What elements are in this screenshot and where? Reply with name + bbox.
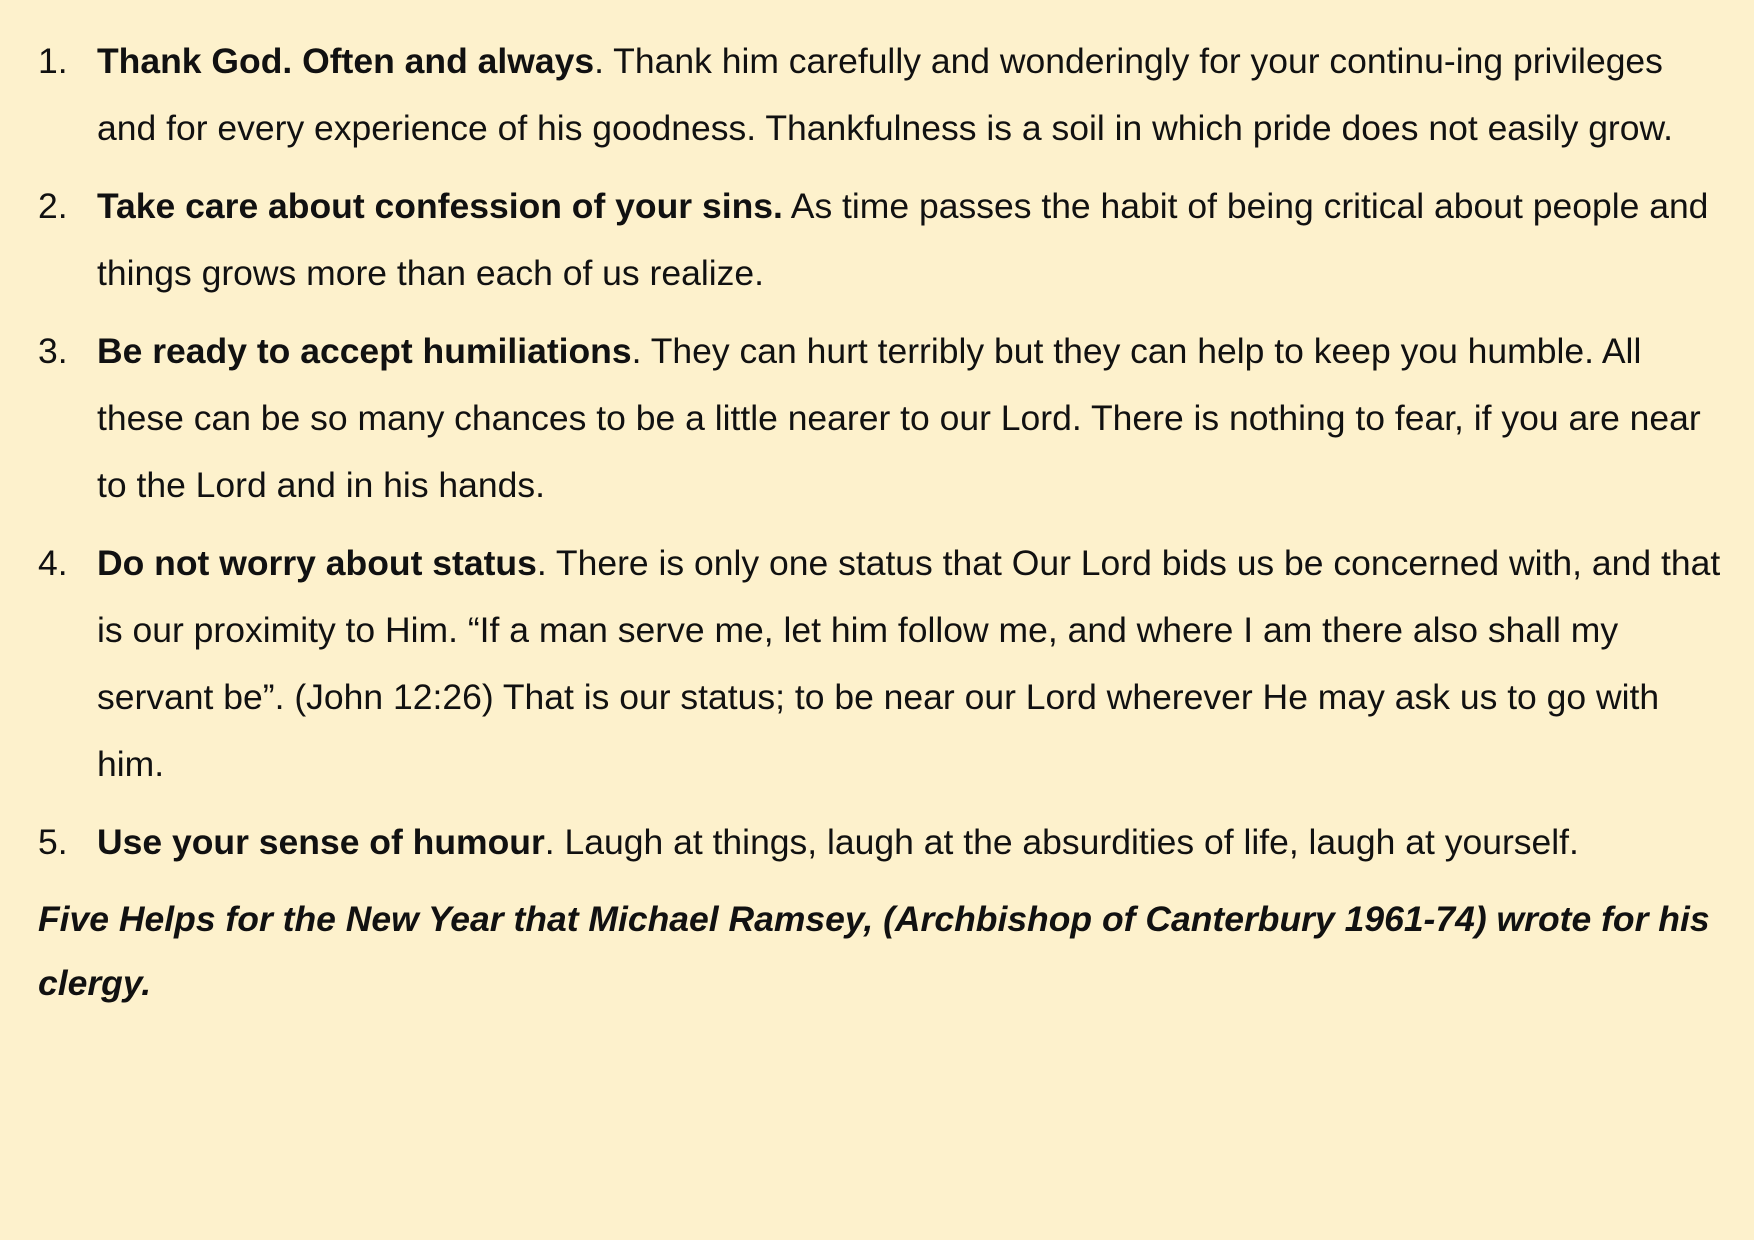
help-text: . They can hurt terribly but they can help to keep you humble. All these can be so many chances to be a little nearer to our Lord. There is nothing to fear, if you are near to the Lord and in his hands. <box>97 331 1701 505</box>
help-title: Use your sense of humour <box>97 822 545 862</box>
help-title: Take care about confession of your sins. <box>97 186 783 226</box>
help-number: 4. <box>38 543 68 583</box>
help-title: Do not worry about status <box>97 543 537 583</box>
help-text: As time passes the habit of being critical about people and things grows more than each of us realize. <box>97 186 1709 293</box>
help-number: 1. <box>38 41 68 81</box>
five-helps-list <box>38 28 1724 876</box>
attribution-note: Five Helps for the New Year that Michael Ramsey, (Archbishop of Canterbury 1961-74) wrote for his clergy. <box>38 899 1710 1003</box>
help-item-5 <box>38 809 1724 876</box>
help-number: 5. <box>38 822 68 862</box>
help-item-2 <box>38 173 1724 307</box>
help-item-3 <box>38 318 1724 519</box>
help-text: . Thank him carefully and wonderingly for your continu-ing privileges and for every experience of his goodness. Thankfulness is a soil in which pride does not easily grow. <box>97 41 1674 148</box>
help-number: 2. <box>38 186 68 226</box>
help-title: Thank God. Often and always <box>97 41 595 81</box>
help-text: . There is only one status that Our Lord bids us be concerned with, and that is our proximity to Him. “If a man serve me, let him follow me, and where I am there also shall my servant be”. (John 12:26) That is our status; to be near our Lord wherever He may ask us to go with him. <box>97 543 1721 784</box>
help-title: Be ready to accept humiliations <box>97 331 632 371</box>
help-text: . Laugh at things, laugh at the absurdities of life, laugh at yourself. <box>544 822 1579 862</box>
help-number: 3. <box>38 331 68 371</box>
help-item-1 <box>38 28 1724 162</box>
help-item-4 <box>38 530 1724 798</box>
